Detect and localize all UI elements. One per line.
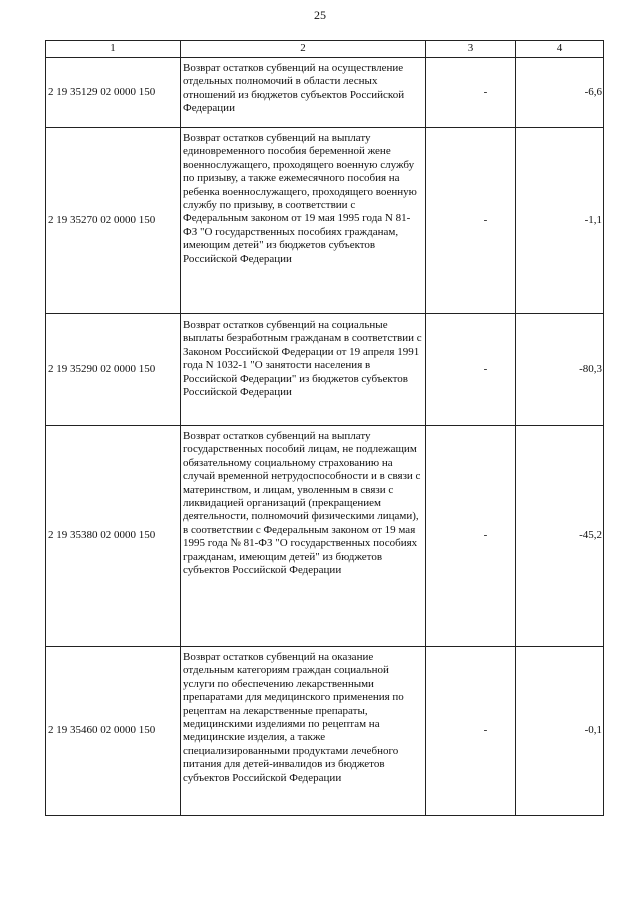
description-cell: Возврат остатков субвенций на социальные выплаты безработным гражданам в соответствии с Законом Российской Федерации от 19 апреля 1991 года N 1032-1 "О занятости населения в Российской Федерации" из бюджетов субъектов Российской Федерации <box>181 314 426 426</box>
column-3-cell: - <box>426 647 516 816</box>
description-cell: Возврат остатков субвенций на выплату государственных пособий лицам, не подлежащим обязательному социальному страхованию на случай временной нетрудоспособности и в связи с материнством, и лицам, уволенным в связи с ликвидацией организаций (прекращением деятельности, полномочий физическими лицами), в соответствии с Федеральным законом от 19 мая 1995 года № 81-ФЗ "О государственных пособиях гражданам, имеющим детей" из бюджетов субъектов Российской Федерации <box>181 426 426 647</box>
table-row <box>46 647 604 816</box>
description-cell: Возврат остатков субвенций на выплату единовременного пособия беременной жене военнослужащего, проходящего военную службу по призыву, а также ежемесячного пособия на ребенка военнослужащего, проходящего военную службу по призыву, в соответствии с Федеральным законом от 19 мая 1995 года N 81-ФЗ "О государственных пособиях гражданам, имеющим детей" из бюджетов субъектов Российской Федерации <box>181 128 426 314</box>
column-3-cell: - <box>426 58 516 128</box>
description-cell: Возврат остатков субвенций на оказание отдельным категориям граждан социальной услуги по обеспечению лекарственными препаратами для медицинского применения по рецептам на лекарственные препараты, медицинскими изделиями по рецептам на медицинские изделия, а также специализированными продуктами лечебного питания для детей-инвалидов из бюджетов субъектов Российской Федерации <box>181 647 426 816</box>
budget-table <box>45 40 604 816</box>
table-row <box>46 314 604 426</box>
budget-code-cell: 2 19 35290 02 0000 150 <box>46 314 181 426</box>
column-header-1: 1 <box>46 41 181 58</box>
column-header-4: 4 <box>516 41 604 58</box>
column-3-cell: - <box>426 128 516 314</box>
table-row <box>46 128 604 314</box>
budget-code-cell: 2 19 35460 02 0000 150 <box>46 647 181 816</box>
amount-cell: -0,1 <box>516 647 604 816</box>
table-row <box>46 58 604 128</box>
amount-cell: -6,6 <box>516 58 604 128</box>
amount-cell: -80,3 <box>516 314 604 426</box>
column-header-2: 2 <box>181 41 426 58</box>
page-number: 25 <box>314 8 326 22</box>
budget-code-cell: 2 19 35129 02 0000 150 <box>46 58 181 128</box>
table-row <box>46 426 604 647</box>
column-3-cell: - <box>426 314 516 426</box>
column-3-cell: - <box>426 426 516 647</box>
amount-cell: -1,1 <box>516 128 604 314</box>
description-cell: Возврат остатков субвенций на осуществление отдельных полномочий в области лесных отношений из бюджетов субъектов Российской Федерации <box>181 58 426 128</box>
budget-code-cell: 2 19 35380 02 0000 150 <box>46 426 181 647</box>
amount-cell: -45,2 <box>516 426 604 647</box>
budget-code-cell: 2 19 35270 02 0000 150 <box>46 128 181 314</box>
column-header-3: 3 <box>426 41 516 58</box>
table-header-row <box>46 41 604 58</box>
